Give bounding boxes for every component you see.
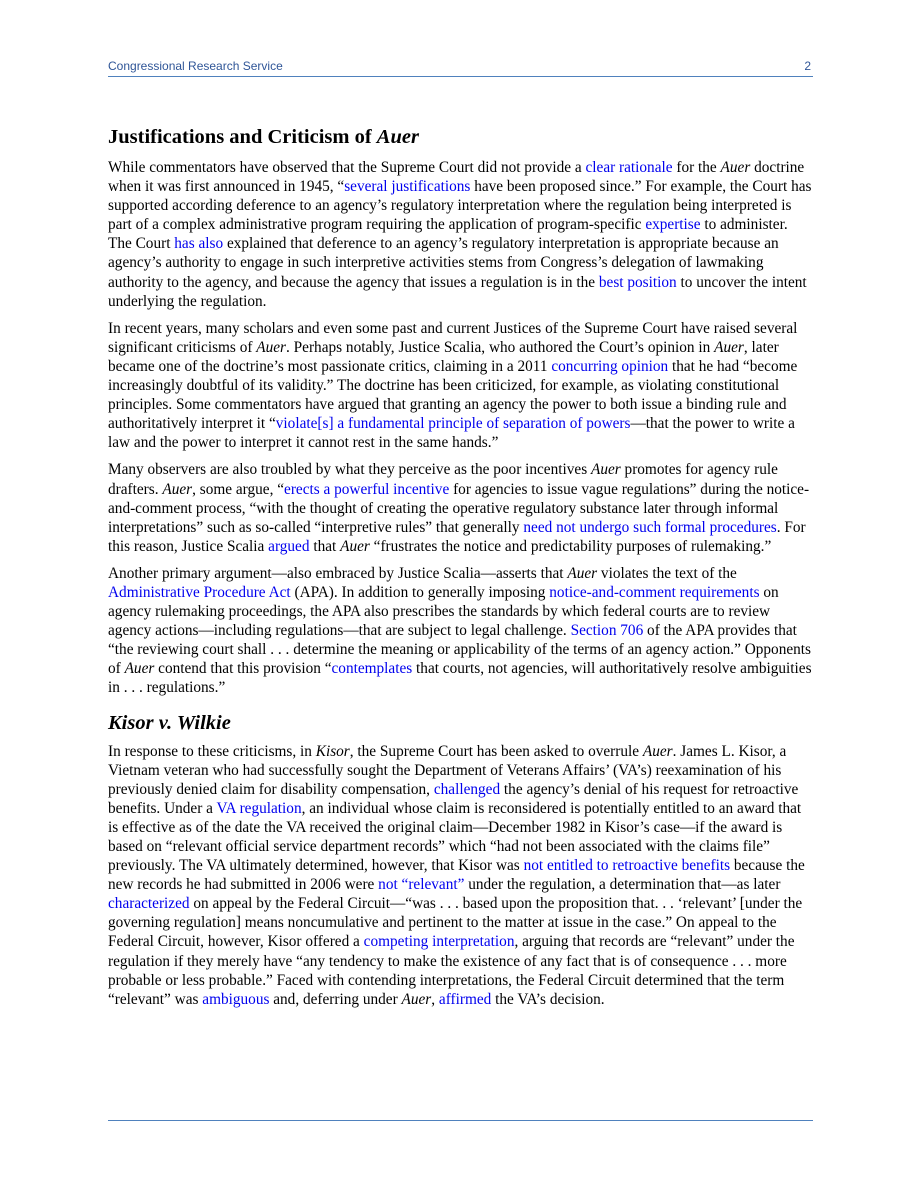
paragraph-justifications bbox=[108, 158, 813, 311]
link-characterized[interactable]: characterized bbox=[108, 895, 190, 913]
paragraph-incentives bbox=[108, 460, 813, 555]
text: of the APA provides that “the reviewing court shall . . . determine the meaning or applicability of the terms of an agency action.” Opponents of bbox=[108, 622, 811, 678]
link-clear-rationale[interactable]: clear rationale bbox=[585, 159, 673, 176]
text: “frustrates the notice and predictability purposes of rulemaking.” bbox=[369, 537, 772, 555]
text: for agencies to issue vague regulations” during the notice-and-comment process, “with the thought of creating the operative regulatory substance later through informal interpretations” such as so-called “interpretive rules” that generally bbox=[108, 480, 810, 536]
link-affirmed[interactable]: affirmed bbox=[438, 990, 492, 1008]
text: contend that this provision “ bbox=[154, 660, 332, 678]
text: , some argue, “ bbox=[192, 480, 285, 498]
italic-text: Auer bbox=[340, 537, 370, 555]
link-administrative-procedure-act[interactable]: Administrative Procedure Act bbox=[108, 583, 291, 601]
text: , the Supreme Court has been asked to overrule bbox=[349, 742, 643, 760]
text: . Perhaps notably, Justice Scalia, who authored the Court’s opinion in bbox=[286, 338, 715, 356]
text: . For this reason, Justice Scalia bbox=[108, 518, 806, 555]
text: have been proposed since.” For example, the Court has supported according deference to an agency’s regulatory interpretation where the regulation being interpreted is part of a complex administrative program requiring the application of program-specific bbox=[108, 178, 812, 234]
link-not-entitled[interactable]: not entitled to retroactive benefits bbox=[523, 857, 731, 875]
text: and, deferring under bbox=[269, 990, 402, 1008]
italic-text: Auer bbox=[401, 990, 432, 1008]
document-body bbox=[108, 124, 813, 1017]
running-header bbox=[108, 59, 813, 75]
link-va-regulation[interactable]: VA regulation bbox=[216, 799, 302, 817]
link-argued[interactable]: argued bbox=[268, 537, 310, 555]
italic-text: Auer bbox=[162, 480, 193, 498]
link-ambiguous[interactable]: ambiguous bbox=[202, 990, 270, 1008]
text: that he had “become increasingly doubtful of its validity.” The doctrine has been criticized, for example, as violating constitutional principles. Some commentators have argued that granting an agency the power to both issue a binding rule and authoritatively interpret it “ bbox=[108, 357, 798, 433]
link-competing-interpretation[interactable]: competing interpretation bbox=[363, 933, 515, 951]
text: Many observers are also troubled by what they perceive as the poor incentives bbox=[108, 461, 591, 479]
text: In response to these criticisms, in bbox=[108, 742, 316, 760]
header-org: Congressional Research Service bbox=[108, 59, 283, 73]
heading-italic-text: Auer bbox=[376, 126, 419, 148]
link-concurring-opinion[interactable]: concurring opinion bbox=[551, 357, 669, 375]
text: for the bbox=[672, 159, 721, 176]
text: , bbox=[431, 990, 439, 1008]
italic-text: Auer bbox=[642, 742, 673, 760]
text: promotes for agency rule drafters. bbox=[108, 461, 778, 498]
text: , arguing that records are “relevant” under the regulation if they merely have “any tendency to make the existence of any fact that is of consequence . . . more probable or less probable.” Faced with contending interpretations, the Federal Circuit determined that the term “relevant” was bbox=[108, 933, 795, 1008]
text: , later became one of the doctrine’s most passionate critics, claiming in a 2011 bbox=[108, 338, 779, 375]
link-separation-of-powers[interactable]: violate[s] a fundamental principle of separation of powers bbox=[275, 415, 631, 433]
italic-text: Kisor bbox=[315, 742, 350, 760]
text: explained that deference to an agency’s regulatory interpretation is appropriate because an agency’s authority to engage in such interpretive activities stems from Congress’s delegation of lawmaking authority to the agency, and because the agency that issues a regulation is in the bbox=[108, 235, 779, 291]
header-rule bbox=[108, 76, 813, 77]
link-powerful-incentive[interactable]: erects a powerful incentive bbox=[284, 480, 450, 498]
italic-text: Auer bbox=[567, 564, 598, 582]
text: the agency’s denial of his request for retroactive benefits. Under a bbox=[108, 780, 799, 817]
text: to administer. The Court bbox=[108, 216, 788, 253]
section-heading-justifications bbox=[108, 124, 813, 150]
text: on appeal by the Federal Circuit—“was . . . based upon the proposition that. . . ‘relevant’ [under the governing regulation] means noncumulative and pertinent to the matter at issue in the case.” On appeal to the Federal Circuit, however, Kisor offered a bbox=[108, 895, 803, 951]
text: under the regulation, a determination that—as later bbox=[464, 876, 781, 894]
link-expertise[interactable]: expertise bbox=[645, 216, 701, 234]
text: While commentators have observed that the Supreme Court did not provide a bbox=[108, 159, 586, 176]
text: , an individual whose claim is reconsidered is potentially entitled to an award that is effective as of the date the VA received the original claim—December 1982 in Kisor’s case—if the award is based on “relevant official service department records” which “had not been associated with the claims file” previously. The VA ultimately determined, however, that Kisor was bbox=[108, 799, 802, 875]
text: doctrine when it was first announced in 1945, “ bbox=[108, 159, 805, 196]
paragraph-criticisms bbox=[108, 319, 813, 453]
footer-rule bbox=[108, 1120, 813, 1121]
text: —that the power to write a law and the power to interpret it cannot rest in the same hands.” bbox=[108, 415, 795, 452]
text: (APA). In addition to generally imposing bbox=[290, 583, 550, 601]
text: In recent years, many scholars and even some past and current Justices of the Supreme Court have raised several significant criticisms of bbox=[108, 319, 798, 356]
link-has-also[interactable]: has also bbox=[174, 235, 224, 253]
italic-text: Auer bbox=[590, 461, 621, 479]
text: that courts, not agencies, will authoritatively resolve ambiguities in . . . regulations.” bbox=[108, 660, 812, 697]
text: to uncover the intent underlying the regulation. bbox=[108, 273, 807, 310]
link-contemplates[interactable]: contemplates bbox=[331, 660, 413, 678]
section-heading-kisor: Kisor v. Wilkie bbox=[108, 711, 231, 734]
link-formal-procedures[interactable]: need not undergo such formal procedures bbox=[523, 518, 777, 536]
link-section-706[interactable]: Section 706 bbox=[570, 622, 644, 640]
link-notice-and-comment[interactable]: notice-and-comment requirements bbox=[549, 583, 760, 601]
italic-text: Auer bbox=[720, 159, 751, 176]
text: on agency rulemaking proceedings, the APA also prescribes the standards by which federal courts are to review agency actions—including regulations—that are subject to legal challenge. bbox=[108, 583, 779, 640]
text: . James L. Kisor, a Vietnam veteran who had successfully sought the Department of Veterans Affairs’ (VA’s) reexamination of his previously denied claim for disability compensation, bbox=[108, 742, 787, 798]
italic-text: Auer bbox=[256, 338, 287, 356]
paragraph-kisor bbox=[108, 742, 813, 1009]
text: the VA’s decision. bbox=[491, 990, 605, 1008]
link-challenged[interactable]: challenged bbox=[433, 780, 501, 798]
heading-text: Justifications and Criticism of bbox=[108, 126, 377, 148]
link-best-position[interactable]: best position bbox=[598, 273, 677, 291]
italic-text: Auer bbox=[714, 338, 744, 356]
link-several-justifications[interactable]: several justifications bbox=[344, 178, 471, 196]
text: because the new records he had submitted in 2006 were bbox=[108, 857, 805, 894]
paragraph-apa bbox=[108, 564, 813, 698]
text: Another primary argument—also embraced by Justice Scalia—asserts that bbox=[108, 564, 568, 582]
page-number: 2 bbox=[804, 59, 811, 73]
text: violates the text of the bbox=[597, 564, 737, 582]
text: that bbox=[309, 537, 341, 555]
italic-text: Auer bbox=[124, 660, 155, 678]
link-not-relevant[interactable]: not “relevant” bbox=[378, 876, 465, 894]
